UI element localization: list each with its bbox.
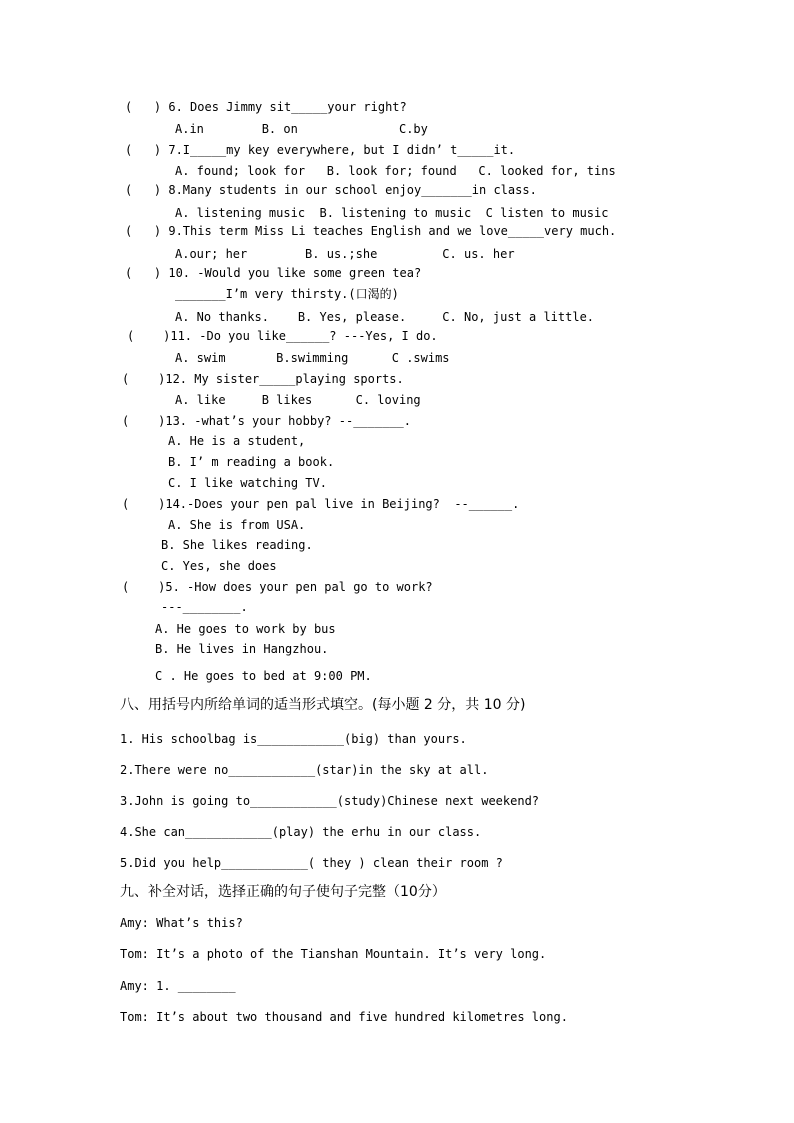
dialogue-line: Tom: It’s about two thousand and five hundred kilometres long. — [120, 1010, 568, 1024]
dialogue-line: Tom: It’s a photo of the Tianshan Mountain. It’s very long. — [120, 947, 547, 961]
question-response: ---________. — [161, 600, 248, 614]
question-options: A. No thanks. B. Yes, please. C. No, just a little. — [175, 310, 595, 324]
question-options: A.our; her B. us.;she C. us. her — [175, 247, 515, 261]
option-c: C. I like watching TV. — [168, 476, 327, 490]
fill-in-item: 4.She can____________(play) the erhu in our class. — [120, 825, 482, 839]
option-a: A. He goes to work by bus — [155, 622, 336, 636]
fill-in-item: 3.John is going to____________(study)Chinese next weekend? — [120, 794, 540, 808]
option-b: B. I’ m reading a book. — [168, 455, 335, 469]
option-b: B. She likes reading. — [161, 538, 313, 552]
section-heading: 八、用括号内所给单词的适当形式填空。(每小题 2 分，共 10 分) — [120, 697, 526, 713]
question-stem: ( )5. -How does your pen pal go to work? — [122, 580, 433, 594]
question-stem: ( )14.-Does your pen pal live in Beijing? --______. — [122, 497, 520, 511]
question-stem: ( ) 6. Does Jimmy sit_____your right? — [125, 100, 407, 114]
fill-in-item: 5.Did you help____________( they ) clean their room ? — [120, 856, 503, 870]
option-b: B. He lives in Hangzhou. — [155, 642, 329, 656]
question-stem: ( ) 7.I_____my key everywhere, but I didn’ t_____it. — [125, 143, 516, 157]
question-options: A. swim B.swimming C .swims — [175, 351, 450, 365]
section-heading: 九、补全对话，选择正确的句子使句子完整（10分） — [120, 884, 446, 900]
question-response: _______I’m very thirsty.(口渴的) — [175, 287, 399, 301]
question-stem: ( ) 10. -Would you like some green tea? — [125, 266, 422, 280]
fill-in-item: 1. His schoolbag is____________(big) than yours. — [120, 732, 467, 746]
dialogue-line: Amy: What’s this? — [120, 916, 243, 930]
question-stem: ( ) 8.Many students in our school enjoy_______in class. — [125, 183, 537, 197]
question-options: A. listening music B. listening to music C listen to music — [175, 206, 609, 220]
question-stem: ( ) 9.This term Miss Li teaches English and we love_____very much. — [125, 224, 617, 238]
fill-in-item: 2.There were no____________(star)in the sky at all. — [120, 763, 489, 777]
option-a: A. She is from USA. — [168, 518, 306, 532]
question-options: A. found; look for B. look for; found C. looked for, tins — [175, 164, 616, 178]
question-stem: ( )13. -what’s your hobby? --_______. — [122, 414, 411, 428]
dialogue-line: Amy: 1. ________ — [120, 979, 236, 993]
question-stem: ( )11. -Do you like______? ---Yes, I do. — [127, 329, 438, 343]
option-a: A. He is a student, — [168, 434, 306, 448]
option-c: C . He goes to bed at 9:00 PM. — [155, 669, 372, 683]
option-c: C. Yes, she does — [161, 559, 277, 573]
question-options: A.in B. on C.by — [175, 122, 428, 136]
question-options: A. like B likes C. loving — [175, 393, 421, 407]
question-stem: ( )12. My sister_____playing sports. — [122, 372, 404, 386]
